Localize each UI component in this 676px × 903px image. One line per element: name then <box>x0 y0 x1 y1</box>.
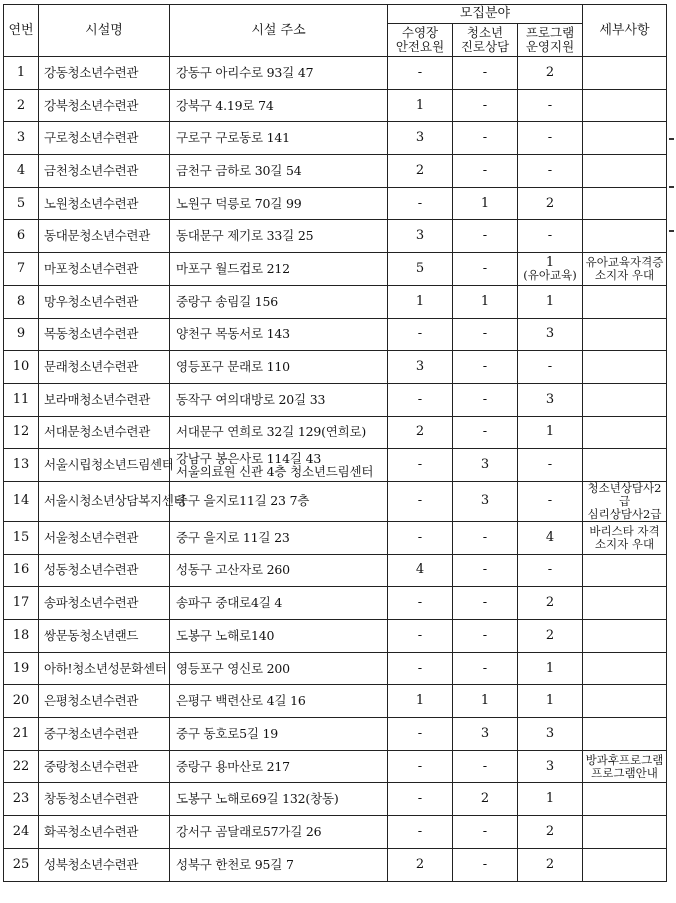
notes-cell: 바리스타 자격 소지자 우대 <box>583 521 667 554</box>
count-youth: 3 <box>453 718 518 751</box>
program-value: 1 <box>545 693 555 709</box>
table-body <box>4 57 667 882</box>
count-safety: - <box>388 521 453 554</box>
table-row <box>4 750 667 783</box>
count-program <box>518 783 583 816</box>
row-number: 2 <box>4 89 39 122</box>
program-value: 1 <box>545 424 555 440</box>
table-row <box>4 122 667 155</box>
count-safety: - <box>388 383 453 416</box>
count-youth: 1 <box>453 187 518 220</box>
count-safety: - <box>388 652 453 685</box>
facility-address <box>170 383 388 416</box>
facility-name: 중구청소년수련관 <box>39 718 170 751</box>
notes-cell <box>583 416 667 449</box>
count-program <box>518 449 583 482</box>
table-row <box>4 816 667 849</box>
program-value: 1 <box>545 293 555 309</box>
table-row <box>4 449 667 482</box>
facility-name: 문래청소년수련관 <box>39 351 170 384</box>
address-line: 은평구 백련산로 4길 16 <box>176 693 306 709</box>
facility-name: 금천청소년수련관 <box>39 155 170 188</box>
table-row <box>4 155 667 188</box>
facility-name: 서울청소년수련관 <box>39 521 170 554</box>
table-row <box>4 481 667 521</box>
notes-cell <box>583 783 667 816</box>
program-value: 3 <box>545 758 555 774</box>
count-safety: 4 <box>388 554 453 587</box>
header-program-line1: 프로그램 <box>525 25 575 40</box>
program-value: 2 <box>545 856 555 872</box>
count-youth: - <box>453 750 518 783</box>
program-value: - <box>547 130 553 146</box>
notes-cell <box>583 155 667 188</box>
facility-name: 송파청소년수련관 <box>39 587 170 620</box>
facility-name: 마포청소년수련관 <box>39 253 170 286</box>
count-program <box>518 481 583 521</box>
address-line: 동대문구 제기로 33길 25 <box>176 228 314 244</box>
row-number: 6 <box>4 220 39 253</box>
count-youth: - <box>453 620 518 653</box>
address-line: 도봉구 노해로140 <box>176 627 275 643</box>
count-safety: - <box>388 620 453 653</box>
address-line: 구로구 구로동로 141 <box>176 130 290 146</box>
table-row <box>4 554 667 587</box>
count-youth: - <box>453 318 518 351</box>
facility-address <box>170 652 388 685</box>
program-value: 2 <box>545 64 555 80</box>
header-notes: 세부사항 <box>583 5 667 57</box>
count-youth: - <box>453 383 518 416</box>
program-value: - <box>547 97 553 113</box>
count-safety: - <box>388 816 453 849</box>
program-value: 2 <box>545 595 555 611</box>
count-youth: - <box>453 416 518 449</box>
count-youth: 2 <box>453 783 518 816</box>
count-program <box>518 587 583 620</box>
facility-address <box>170 587 388 620</box>
row-number: 17 <box>4 587 39 620</box>
count-safety: 1 <box>388 685 453 718</box>
program-value: 1 <box>545 660 555 676</box>
facility-name: 성동청소년수련관 <box>39 554 170 587</box>
notes-cell <box>583 220 667 253</box>
row-number: 8 <box>4 285 39 318</box>
program-value: 3 <box>545 725 555 741</box>
count-program <box>518 351 583 384</box>
count-safety: 3 <box>388 351 453 384</box>
table-row <box>4 416 667 449</box>
count-youth: - <box>453 816 518 849</box>
header-no: 연번 <box>4 5 39 57</box>
facility-name: 중랑청소년수련관 <box>39 750 170 783</box>
count-program <box>518 187 583 220</box>
program-value: - <box>547 562 553 578</box>
count-safety: - <box>388 587 453 620</box>
facility-name: 동대문청소년수련관 <box>39 220 170 253</box>
header-address: 시설 주소 <box>170 5 388 57</box>
table-row <box>4 587 667 620</box>
program-value: 2 <box>545 195 555 211</box>
count-program <box>518 253 583 286</box>
address-line: 영등포구 문래로 110 <box>176 359 290 375</box>
program-value: 3 <box>545 391 555 407</box>
facility-address <box>170 122 388 155</box>
facility-name: 강동청소년수련관 <box>39 57 170 90</box>
notes-cell <box>583 187 667 220</box>
count-youth: 3 <box>453 449 518 482</box>
header-youth-line1: 청소년 <box>466 25 504 40</box>
program-value: - <box>547 457 553 473</box>
count-safety: - <box>388 783 453 816</box>
facility-address <box>170 89 388 122</box>
facility-address <box>170 285 388 318</box>
facility-address <box>170 155 388 188</box>
facility-name: 아하!청소년성문화센터 <box>39 652 170 685</box>
count-program <box>518 750 583 783</box>
row-number: 1 <box>4 57 39 90</box>
facility-name: 은평청소년수련관 <box>39 685 170 718</box>
count-safety: 5 <box>388 253 453 286</box>
address-line: 중랑구 송림길 156 <box>176 293 279 309</box>
notes-cell <box>583 57 667 90</box>
count-safety: - <box>388 187 453 220</box>
program-value: - <box>547 359 553 375</box>
table-row <box>4 253 667 286</box>
program-value: (유아교육) <box>523 267 577 282</box>
count-safety: 1 <box>388 285 453 318</box>
program-value: 1 <box>545 254 555 270</box>
address-line: 중구 을지로 11길 23 <box>176 529 290 545</box>
facility-name: 쌍문동청소년랜드 <box>39 620 170 653</box>
address-line: 금천구 금하로 30길 54 <box>176 162 302 178</box>
notes-cell <box>583 285 667 318</box>
address-line: 성북구 한천로 95길 7 <box>176 856 294 872</box>
facility-name: 노원청소년수련관 <box>39 187 170 220</box>
facility-address <box>170 816 388 849</box>
program-value: 4 <box>545 529 555 545</box>
address-line: 송파구 중대로4길 4 <box>176 595 283 611</box>
count-safety: - <box>388 318 453 351</box>
table-row <box>4 685 667 718</box>
facility-address <box>170 416 388 449</box>
table-row <box>4 521 667 554</box>
notes-cell <box>583 554 667 587</box>
facility-address <box>170 620 388 653</box>
facility-address <box>170 783 388 816</box>
notes-cell <box>583 620 667 653</box>
address-line: 중랑구 용마산로 217 <box>176 758 290 774</box>
facility-name: 보라매청소년수련관 <box>39 383 170 416</box>
notes-cell: 방과후프로그램 프로그램안내 <box>583 750 667 783</box>
row-number: 12 <box>4 416 39 449</box>
notes-cell <box>583 718 667 751</box>
address-line: 중구 을지로11길 23 7층 <box>176 493 310 509</box>
program-value: - <box>547 493 553 509</box>
facility-address <box>170 521 388 554</box>
header-youth-line2: 진로상담 <box>460 39 510 54</box>
facility-address <box>170 220 388 253</box>
count-program <box>518 685 583 718</box>
facility-name: 화곡청소년수련관 <box>39 816 170 849</box>
address-line: 양천구 목동서로 143 <box>176 326 290 342</box>
header-program <box>518 24 583 57</box>
row-number: 24 <box>4 816 39 849</box>
count-safety: 2 <box>388 416 453 449</box>
count-program <box>518 816 583 849</box>
header-safety <box>388 24 453 57</box>
address-line: 마포구 월드컵로 212 <box>176 260 290 276</box>
count-program <box>518 383 583 416</box>
facility-address <box>170 449 388 482</box>
table-row <box>4 220 667 253</box>
facility-address <box>170 187 388 220</box>
notes-cell <box>583 351 667 384</box>
count-youth: - <box>453 521 518 554</box>
count-safety: - <box>388 57 453 90</box>
facility-address <box>170 685 388 718</box>
notes-cell <box>583 848 667 881</box>
table-row <box>4 187 667 220</box>
count-program <box>518 57 583 90</box>
facility-name: 서울시청소년상담복지센터 <box>39 481 170 521</box>
facility-name: 서대문청소년수련관 <box>39 416 170 449</box>
table-row <box>4 848 667 881</box>
count-youth: 1 <box>453 685 518 718</box>
address-line: 성동구 고산자로 260 <box>176 562 290 578</box>
facility-name: 구로청소년수련관 <box>39 122 170 155</box>
count-program <box>518 620 583 653</box>
facility-address <box>170 318 388 351</box>
count-safety: 3 <box>388 220 453 253</box>
count-youth: 3 <box>453 481 518 521</box>
count-safety: 3 <box>388 122 453 155</box>
count-safety: 2 <box>388 848 453 881</box>
facility-address <box>170 848 388 881</box>
count-program <box>518 89 583 122</box>
notes-cell <box>583 122 667 155</box>
program-value: 2 <box>545 627 555 643</box>
address-line: 강서구 곰달래로57가길 26 <box>176 823 322 839</box>
count-safety: - <box>388 449 453 482</box>
notes-cell <box>583 449 667 482</box>
count-program <box>518 285 583 318</box>
notes-cell: 유아교육자격증 소지자 우대 <box>583 253 667 286</box>
header-youth <box>453 24 518 57</box>
count-program <box>518 220 583 253</box>
count-youth: - <box>453 848 518 881</box>
count-youth: - <box>453 652 518 685</box>
count-safety: 1 <box>388 89 453 122</box>
facility-address <box>170 481 388 521</box>
row-number: 23 <box>4 783 39 816</box>
table-row <box>4 620 667 653</box>
table-row <box>4 783 667 816</box>
count-youth: - <box>453 351 518 384</box>
address-line: 강동구 아리수로 93길 47 <box>176 64 314 80</box>
address-line: 동작구 여의대방로 20길 33 <box>176 391 326 407</box>
facility-address <box>170 253 388 286</box>
notes-cell <box>583 587 667 620</box>
row-number: 11 <box>4 383 39 416</box>
count-youth: - <box>453 253 518 286</box>
address-line: 서울의료원 신관 4층 청소년드림센터 <box>176 464 374 480</box>
count-program <box>518 554 583 587</box>
count-program <box>518 155 583 188</box>
row-number: 20 <box>4 685 39 718</box>
count-safety: - <box>388 750 453 783</box>
count-program <box>518 848 583 881</box>
table-row <box>4 285 667 318</box>
header-facility: 시설명 <box>39 5 170 57</box>
table-row <box>4 351 667 384</box>
count-program <box>518 416 583 449</box>
address-line: 중구 동호로5길 19 <box>176 725 279 741</box>
facility-address <box>170 718 388 751</box>
row-number: 18 <box>4 620 39 653</box>
row-number: 15 <box>4 521 39 554</box>
notes-cell <box>583 816 667 849</box>
row-number: 16 <box>4 554 39 587</box>
program-value: - <box>547 228 553 244</box>
row-number: 4 <box>4 155 39 188</box>
program-value: 2 <box>545 823 555 839</box>
count-program <box>518 318 583 351</box>
facility-address <box>170 57 388 90</box>
count-youth: - <box>453 155 518 188</box>
notes-cell <box>583 318 667 351</box>
count-program <box>518 652 583 685</box>
program-value: 1 <box>545 791 555 807</box>
count-program <box>518 122 583 155</box>
recruitment-table <box>3 4 667 882</box>
count-program <box>518 521 583 554</box>
table-row <box>4 718 667 751</box>
address-line: 도봉구 노해로69길 132(창동) <box>176 791 339 807</box>
count-youth: - <box>453 89 518 122</box>
address-line: 강남구 봉은사로 114길 43 <box>176 451 322 467</box>
count-youth: - <box>453 587 518 620</box>
row-number: 9 <box>4 318 39 351</box>
program-value: - <box>547 162 553 178</box>
header-safety-line2: 안전요원 <box>395 39 445 54</box>
row-number: 14 <box>4 481 39 521</box>
table-row <box>4 89 667 122</box>
table-row <box>4 652 667 685</box>
row-number: 7 <box>4 253 39 286</box>
notes-cell <box>583 685 667 718</box>
address-line: 영등포구 영신로 200 <box>176 660 290 676</box>
facility-address <box>170 351 388 384</box>
count-youth: 1 <box>453 285 518 318</box>
notes-cell <box>583 652 667 685</box>
row-number: 19 <box>4 652 39 685</box>
header-recruit-group: 모집분야 <box>388 5 583 24</box>
facility-address <box>170 750 388 783</box>
row-number: 21 <box>4 718 39 751</box>
facility-address <box>170 554 388 587</box>
row-number: 10 <box>4 351 39 384</box>
count-youth: - <box>453 57 518 90</box>
count-safety: 2 <box>388 155 453 188</box>
count-youth: - <box>453 554 518 587</box>
program-value: 3 <box>545 326 555 342</box>
address-line: 노원구 덕릉로 70길 99 <box>176 195 302 211</box>
facility-name: 서울시립청소년드림센터 <box>39 449 170 482</box>
count-safety: - <box>388 481 453 521</box>
notes-cell <box>583 383 667 416</box>
row-number: 3 <box>4 122 39 155</box>
facility-name: 목동청소년수련관 <box>39 318 170 351</box>
notes-cell <box>583 89 667 122</box>
table-row <box>4 383 667 416</box>
address-line: 서대문구 연희로 32길 129(연희로) <box>176 424 367 440</box>
header-program-line2: 운영지원 <box>525 39 575 54</box>
row-number: 13 <box>4 449 39 482</box>
page-edge-marks <box>668 0 676 903</box>
table-row <box>4 57 667 90</box>
facility-name: 강북청소년수련관 <box>39 89 170 122</box>
facility-name: 창동청소년수련관 <box>39 783 170 816</box>
facility-name: 망우청소년수련관 <box>39 285 170 318</box>
row-number: 5 <box>4 187 39 220</box>
count-safety: - <box>388 718 453 751</box>
notes-cell: 청소년상담사2급 심리상담사2급 <box>583 481 667 521</box>
header-safety-line1: 수영장 <box>401 25 439 40</box>
facility-name: 성북청소년수련관 <box>39 848 170 881</box>
count-program <box>518 718 583 751</box>
table-row <box>4 318 667 351</box>
count-youth: - <box>453 220 518 253</box>
row-number: 25 <box>4 848 39 881</box>
row-number: 22 <box>4 750 39 783</box>
address-line: 강북구 4.19로 74 <box>176 97 274 113</box>
count-youth: - <box>453 122 518 155</box>
